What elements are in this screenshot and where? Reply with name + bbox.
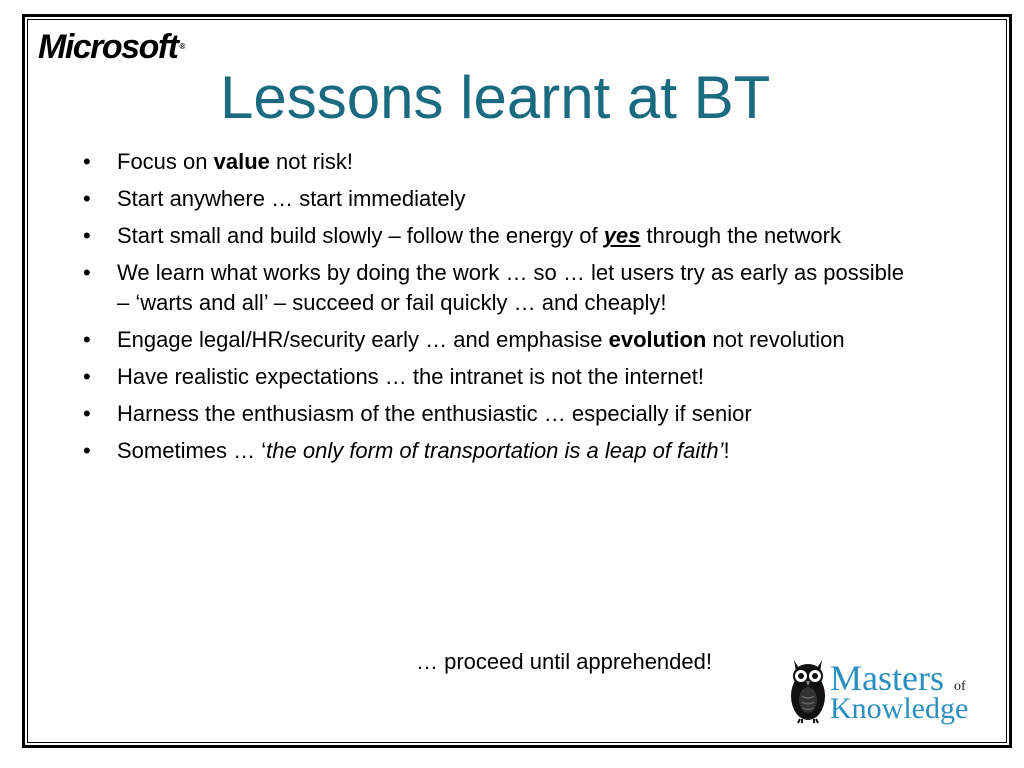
bullet-dot: • [83, 438, 91, 463]
owl-icon [788, 656, 828, 724]
bullet-text: Have realistic expectations … the intranet is not the internet! [117, 364, 704, 389]
bullet-dot: • [83, 223, 91, 248]
bullet-dot: • [83, 327, 91, 352]
microsoft-logo-text: Microsoft [38, 28, 178, 66]
registered-mark: ® [179, 42, 186, 51]
bullet-dot: • [83, 401, 91, 426]
bullet-text: Engage legal/HR/security early … and emphasise [117, 327, 609, 352]
bullet-dot: • [83, 364, 91, 389]
bullet-emphasis: value [213, 149, 270, 174]
bullet-dot: • [83, 186, 91, 211]
bullet-text: Start small and build slowly – follow the energy of [117, 223, 604, 248]
bullet-emphasis: yes [603, 223, 641, 248]
bullet-text: Focus on [117, 149, 214, 174]
bullet-text-tail: not risk! [269, 149, 354, 174]
bullet-text: Sometimes … ‘ [117, 438, 267, 463]
bullet-item [76, 147, 906, 177]
bullet-dot: • [83, 260, 91, 285]
bullet-item [76, 362, 906, 392]
bullet-text-tail: through the network [640, 223, 841, 248]
bullet-emphasis: evolution [608, 327, 707, 352]
closing-tagline: … proceed until apprehended! [416, 649, 712, 674]
bullet-item [76, 436, 906, 466]
bullet-text: Harness the enthusiasm of the enthusiastic … especially if senior [117, 401, 752, 426]
bullet-text: Start anywhere … start immediately [117, 186, 466, 211]
bullet-item [76, 221, 906, 251]
bullet-item [76, 258, 906, 318]
masters-of-knowledge-logo [788, 656, 978, 728]
slide-title: Lessons learnt at BT [220, 64, 771, 131]
bullet-list [76, 147, 906, 473]
bullet-item [76, 184, 906, 214]
bullet-quote: the only form of transportation is a leap of faith’ [266, 438, 724, 463]
bullet-item [76, 399, 906, 429]
microsoft-logo [38, 27, 185, 67]
bullet-text-tail: not revolution [706, 327, 845, 352]
wordmark-knowledge: Knowledge [830, 692, 969, 725]
wordmark-of: of [954, 679, 966, 694]
bullet-text-tail: ! [723, 438, 730, 463]
bullet-dot: • [83, 149, 91, 174]
wordmark-masters: Masters [830, 658, 944, 698]
bullet-item [76, 325, 906, 355]
bullet-text: We learn what works by doing the work … so … let users try as early as possible – ‘warts and all’ – succeed or fail quickly … and cheaply! [117, 260, 905, 315]
